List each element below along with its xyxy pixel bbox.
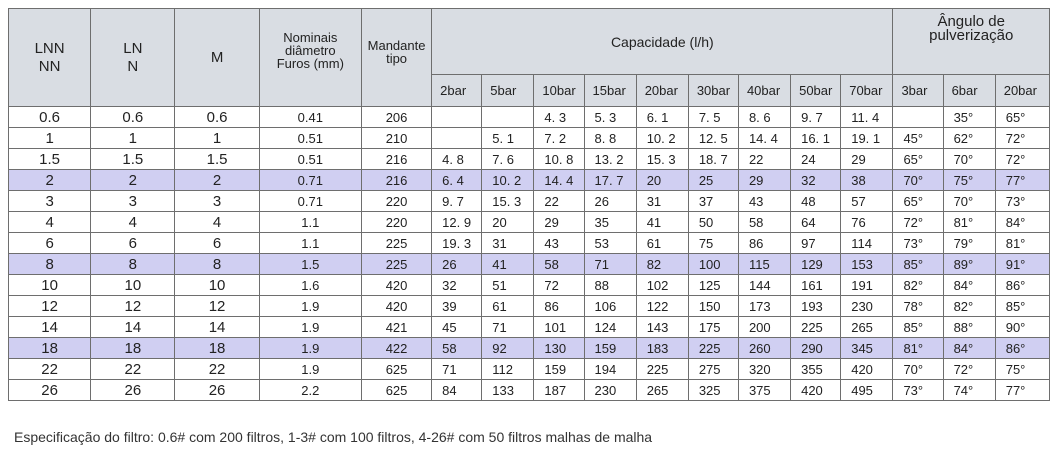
cell-diameter: 1.9	[259, 338, 361, 359]
cell-capacity: 7. 2	[534, 128, 584, 149]
cell-capacity: 420	[791, 380, 841, 401]
table-row	[9, 149, 1050, 170]
cell-lnn: 12	[9, 296, 91, 317]
cell-capacity: 6. 1	[636, 107, 688, 128]
table-row	[9, 128, 1050, 149]
cell-capacity: 125	[688, 275, 738, 296]
cell-angle: 73°	[893, 233, 943, 254]
cell-ln: 1.5	[91, 149, 175, 170]
cell-angle: 73°	[893, 380, 943, 401]
cell-capacity: 71	[584, 254, 636, 275]
nozzle-spec-table	[8, 8, 1050, 401]
header-capacity: Capacidade (l/h)	[432, 9, 893, 75]
cell-capacity: 5. 3	[584, 107, 636, 128]
cell-diameter: 1.9	[259, 317, 361, 338]
cell-angle: 72°	[995, 149, 1049, 170]
cell-m: 0.6	[175, 107, 259, 128]
cell-capacity: 150	[688, 296, 738, 317]
cell-capacity: 86	[738, 233, 790, 254]
cell-diameter: 1.1	[259, 233, 361, 254]
cell-capacity: 6. 4	[432, 170, 482, 191]
cell-capacity: 15. 3	[636, 149, 688, 170]
cell-angle: 86°	[995, 275, 1049, 296]
cell-capacity: 230	[584, 380, 636, 401]
cell-m: 14	[175, 317, 259, 338]
cell-capacity: 12. 5	[688, 128, 738, 149]
cell-angle: 88°	[943, 317, 995, 338]
cell-capacity: 57	[841, 191, 893, 212]
cell-tipo: 225	[361, 254, 431, 275]
cell-capacity: 129	[791, 254, 841, 275]
cell-capacity: 8. 6	[738, 107, 790, 128]
cell-tipo: 420	[361, 296, 431, 317]
cell-angle: 70°	[943, 191, 995, 212]
table-row	[9, 212, 1050, 233]
cell-angle: 70°	[893, 359, 943, 380]
cell-diameter: 1.1	[259, 212, 361, 233]
cell-capacity: 10. 2	[636, 128, 688, 149]
cell-angle: 86°	[995, 338, 1049, 359]
cell-capacity: 161	[791, 275, 841, 296]
cell-capacity	[482, 107, 534, 128]
cell-angle: 65°	[893, 149, 943, 170]
cell-capacity: 41	[636, 212, 688, 233]
cell-capacity: 19. 1	[841, 128, 893, 149]
cell-angle: 72°	[943, 359, 995, 380]
cell-ln: 18	[91, 338, 175, 359]
cell-tipo: 216	[361, 149, 431, 170]
cell-ln: 22	[91, 359, 175, 380]
cell-tipo: 625	[361, 359, 431, 380]
cell-lnn: 22	[9, 359, 91, 380]
cell-tipo: 210	[361, 128, 431, 149]
cell-capacity: 71	[432, 359, 482, 380]
cell-angle: 85°	[893, 254, 943, 275]
cell-ln: 26	[91, 380, 175, 401]
cell-tipo: 206	[361, 107, 431, 128]
cell-capacity: 12. 9	[432, 212, 482, 233]
cell-capacity: 22	[738, 149, 790, 170]
cell-capacity: 39	[432, 296, 482, 317]
filter-specification-note: Especificação do filtro: 0.6# com 200 filtros, 1-3# com 100 filtros, 4-26# com 50 filtros malhas de malha	[14, 429, 653, 445]
cell-capacity: 4. 8	[432, 149, 482, 170]
cell-capacity: 159	[584, 338, 636, 359]
cell-capacity: 58	[432, 338, 482, 359]
cell-angle: 35°	[943, 107, 995, 128]
cell-ln: 8	[91, 254, 175, 275]
cell-capacity: 355	[791, 359, 841, 380]
cell-tipo: 420	[361, 275, 431, 296]
cell-capacity: 143	[636, 317, 688, 338]
header-pressure-cell: 20bar	[636, 75, 688, 107]
cell-capacity: 71	[482, 317, 534, 338]
cell-tipo: 225	[361, 233, 431, 254]
cell-angle: 70°	[893, 170, 943, 191]
cell-capacity: 420	[841, 359, 893, 380]
cell-lnn: 0.6	[9, 107, 91, 128]
cell-lnn: 6	[9, 233, 91, 254]
cell-m: 12	[175, 296, 259, 317]
cell-capacity: 4. 3	[534, 107, 584, 128]
table-row	[9, 170, 1050, 191]
cell-capacity: 17. 7	[584, 170, 636, 191]
cell-capacity: 230	[841, 296, 893, 317]
cell-capacity: 275	[688, 359, 738, 380]
cell-angle: 62°	[943, 128, 995, 149]
cell-angle: 81°	[995, 233, 1049, 254]
cell-tipo: 220	[361, 191, 431, 212]
cell-capacity: 29	[738, 170, 790, 191]
cell-capacity: 375	[738, 380, 790, 401]
table-row	[9, 296, 1050, 317]
cell-ln: 2	[91, 170, 175, 191]
cell-diameter: 1.6	[259, 275, 361, 296]
cell-lnn: 1	[9, 128, 91, 149]
cell-angle: 81°	[943, 212, 995, 233]
table-row	[9, 254, 1050, 275]
cell-m: 2	[175, 170, 259, 191]
cell-capacity: 22	[534, 191, 584, 212]
table-row	[9, 233, 1050, 254]
header-pressure-cell: 10bar	[534, 75, 584, 107]
cell-angle: 73°	[995, 191, 1049, 212]
cell-angle: 65°	[893, 191, 943, 212]
cell-diameter: 1.5	[259, 254, 361, 275]
cell-angle: 84°	[943, 338, 995, 359]
header-lnn: LNN NN	[9, 9, 91, 107]
cell-capacity: 191	[841, 275, 893, 296]
cell-capacity: 18. 7	[688, 149, 738, 170]
cell-lnn: 1.5	[9, 149, 91, 170]
header-pressure-cell: 15bar	[584, 75, 636, 107]
cell-capacity: 122	[636, 296, 688, 317]
cell-capacity: 260	[738, 338, 790, 359]
cell-capacity: 92	[482, 338, 534, 359]
cell-capacity: 112	[482, 359, 534, 380]
cell-angle: 90°	[995, 317, 1049, 338]
cell-angle: 78°	[893, 296, 943, 317]
cell-capacity: 43	[534, 233, 584, 254]
cell-angle: 72°	[995, 128, 1049, 149]
cell-capacity: 31	[636, 191, 688, 212]
header-pressure-cell: 40bar	[738, 75, 790, 107]
cell-capacity: 11. 4	[841, 107, 893, 128]
cell-angle: 82°	[943, 296, 995, 317]
cell-angle: 91°	[995, 254, 1049, 275]
cell-capacity: 31	[482, 233, 534, 254]
cell-diameter: 1.9	[259, 359, 361, 380]
cell-capacity: 7. 5	[688, 107, 738, 128]
header-nominal-diameter: Nominais diâmetro Furos (mm)	[259, 9, 361, 107]
cell-lnn: 10	[9, 275, 91, 296]
cell-lnn: 26	[9, 380, 91, 401]
cell-angle: 74°	[943, 380, 995, 401]
cell-capacity: 15. 3	[482, 191, 534, 212]
table-row	[9, 359, 1050, 380]
cell-m: 4	[175, 212, 259, 233]
cell-capacity: 29	[534, 212, 584, 233]
cell-capacity: 193	[791, 296, 841, 317]
header-angle-pressure-cell: 6bar	[943, 75, 995, 107]
cell-lnn: 8	[9, 254, 91, 275]
cell-capacity: 58	[534, 254, 584, 275]
cell-capacity: 265	[841, 317, 893, 338]
cell-tipo: 220	[361, 212, 431, 233]
cell-capacity: 16. 1	[791, 128, 841, 149]
cell-diameter: 0.71	[259, 170, 361, 191]
cell-capacity: 32	[791, 170, 841, 191]
cell-capacity: 50	[688, 212, 738, 233]
cell-capacity: 320	[738, 359, 790, 380]
cell-capacity: 124	[584, 317, 636, 338]
cell-angle: 85°	[893, 317, 943, 338]
cell-capacity: 51	[482, 275, 534, 296]
cell-tipo: 625	[361, 380, 431, 401]
header-spray-angle: Ângulo de pulverização	[893, 9, 1050, 75]
cell-capacity: 26	[584, 191, 636, 212]
cell-angle: 45°	[893, 128, 943, 149]
cell-m: 10	[175, 275, 259, 296]
cell-angle: 82°	[893, 275, 943, 296]
cell-capacity: 345	[841, 338, 893, 359]
table-row	[9, 380, 1050, 401]
cell-tipo: 216	[361, 170, 431, 191]
header-pressure-cell: 50bar	[791, 75, 841, 107]
cell-m: 6	[175, 233, 259, 254]
cell-capacity: 8. 8	[584, 128, 636, 149]
cell-capacity: 38	[841, 170, 893, 191]
cell-angle: 65°	[995, 107, 1049, 128]
cell-capacity: 495	[841, 380, 893, 401]
cell-capacity: 13. 2	[584, 149, 636, 170]
header-pressure-cell: 30bar	[688, 75, 738, 107]
cell-capacity: 5. 1	[482, 128, 534, 149]
cell-diameter: 0.51	[259, 128, 361, 149]
cell-capacity: 225	[791, 317, 841, 338]
header-mandante-tipo: Mandante tipo	[361, 9, 431, 107]
header-ln: LN N	[91, 9, 175, 107]
cell-ln: 4	[91, 212, 175, 233]
cell-capacity: 225	[636, 359, 688, 380]
cell-capacity: 175	[688, 317, 738, 338]
cell-m: 1.5	[175, 149, 259, 170]
cell-capacity: 58	[738, 212, 790, 233]
cell-lnn: 2	[9, 170, 91, 191]
cell-capacity: 43	[738, 191, 790, 212]
cell-capacity: 61	[482, 296, 534, 317]
cell-capacity: 10. 8	[534, 149, 584, 170]
cell-m: 22	[175, 359, 259, 380]
cell-capacity: 32	[432, 275, 482, 296]
cell-angle: 77°	[995, 170, 1049, 191]
cell-angle: 75°	[995, 359, 1049, 380]
cell-capacity: 48	[791, 191, 841, 212]
cell-ln: 0.6	[91, 107, 175, 128]
cell-capacity: 14. 4	[534, 170, 584, 191]
cell-capacity: 183	[636, 338, 688, 359]
table-row	[9, 191, 1050, 212]
cell-capacity: 20	[636, 170, 688, 191]
cell-angle: 84°	[995, 212, 1049, 233]
cell-diameter: 1.9	[259, 296, 361, 317]
cell-capacity: 19. 3	[432, 233, 482, 254]
cell-capacity: 159	[534, 359, 584, 380]
table-row	[9, 107, 1050, 128]
cell-capacity: 45	[432, 317, 482, 338]
cell-angle: 89°	[943, 254, 995, 275]
cell-capacity: 133	[482, 380, 534, 401]
cell-ln: 3	[91, 191, 175, 212]
cell-tipo: 422	[361, 338, 431, 359]
cell-capacity: 194	[584, 359, 636, 380]
cell-capacity	[432, 128, 482, 149]
cell-capacity: 61	[636, 233, 688, 254]
header-pressure-cell: 5bar	[482, 75, 534, 107]
cell-capacity: 9. 7	[791, 107, 841, 128]
cell-angle: 79°	[943, 233, 995, 254]
cell-capacity: 10. 2	[482, 170, 534, 191]
cell-lnn: 4	[9, 212, 91, 233]
cell-capacity: 173	[738, 296, 790, 317]
cell-capacity: 187	[534, 380, 584, 401]
cell-lnn: 14	[9, 317, 91, 338]
table-row	[9, 317, 1050, 338]
cell-capacity: 101	[534, 317, 584, 338]
cell-capacity: 75	[688, 233, 738, 254]
cell-ln: 12	[91, 296, 175, 317]
cell-capacity: 26	[432, 254, 482, 275]
cell-capacity: 9. 7	[432, 191, 482, 212]
cell-tipo: 421	[361, 317, 431, 338]
cell-diameter: 0.71	[259, 191, 361, 212]
header-pressure-cell: 2bar	[432, 75, 482, 107]
cell-capacity	[432, 107, 482, 128]
cell-angle: 75°	[943, 170, 995, 191]
cell-angle	[893, 107, 943, 128]
cell-capacity: 37	[688, 191, 738, 212]
cell-capacity: 153	[841, 254, 893, 275]
cell-capacity: 290	[791, 338, 841, 359]
cell-lnn: 3	[9, 191, 91, 212]
cell-ln: 14	[91, 317, 175, 338]
cell-m: 8	[175, 254, 259, 275]
cell-capacity: 20	[482, 212, 534, 233]
cell-capacity: 265	[636, 380, 688, 401]
cell-capacity: 7. 6	[482, 149, 534, 170]
cell-lnn: 18	[9, 338, 91, 359]
cell-capacity: 41	[482, 254, 534, 275]
cell-capacity: 53	[584, 233, 636, 254]
cell-capacity: 86	[534, 296, 584, 317]
cell-angle: 72°	[893, 212, 943, 233]
cell-capacity: 325	[688, 380, 738, 401]
cell-capacity: 115	[738, 254, 790, 275]
cell-diameter: 0.41	[259, 107, 361, 128]
cell-capacity: 14. 4	[738, 128, 790, 149]
header-angle-pressure-cell: 3bar	[893, 75, 943, 107]
cell-capacity: 144	[738, 275, 790, 296]
cell-ln: 10	[91, 275, 175, 296]
cell-ln: 1	[91, 128, 175, 149]
cell-angle: 70°	[943, 149, 995, 170]
cell-m: 26	[175, 380, 259, 401]
cell-capacity: 64	[791, 212, 841, 233]
cell-capacity: 72	[534, 275, 584, 296]
cell-capacity: 102	[636, 275, 688, 296]
cell-m: 18	[175, 338, 259, 359]
header-m: M	[175, 9, 259, 107]
cell-capacity: 35	[584, 212, 636, 233]
cell-angle: 77°	[995, 380, 1049, 401]
cell-capacity: 114	[841, 233, 893, 254]
cell-angle: 85°	[995, 296, 1049, 317]
table-row	[9, 275, 1050, 296]
header-pressure-cell: 70bar	[841, 75, 893, 107]
cell-diameter: 0.51	[259, 149, 361, 170]
cell-diameter: 2.2	[259, 380, 361, 401]
cell-m: 3	[175, 191, 259, 212]
cell-capacity: 24	[791, 149, 841, 170]
cell-capacity: 225	[688, 338, 738, 359]
cell-m: 1	[175, 128, 259, 149]
cell-ln: 6	[91, 233, 175, 254]
cell-capacity: 130	[534, 338, 584, 359]
cell-angle: 81°	[893, 338, 943, 359]
table-row	[9, 338, 1050, 359]
cell-capacity: 88	[584, 275, 636, 296]
cell-capacity: 84	[432, 380, 482, 401]
cell-capacity: 200	[738, 317, 790, 338]
cell-capacity: 97	[791, 233, 841, 254]
cell-angle: 84°	[943, 275, 995, 296]
cell-capacity: 100	[688, 254, 738, 275]
cell-capacity: 76	[841, 212, 893, 233]
header-angle-pressure-cell: 20bar	[995, 75, 1049, 107]
cell-capacity: 82	[636, 254, 688, 275]
cell-capacity: 25	[688, 170, 738, 191]
cell-capacity: 29	[841, 149, 893, 170]
cell-capacity: 106	[584, 296, 636, 317]
